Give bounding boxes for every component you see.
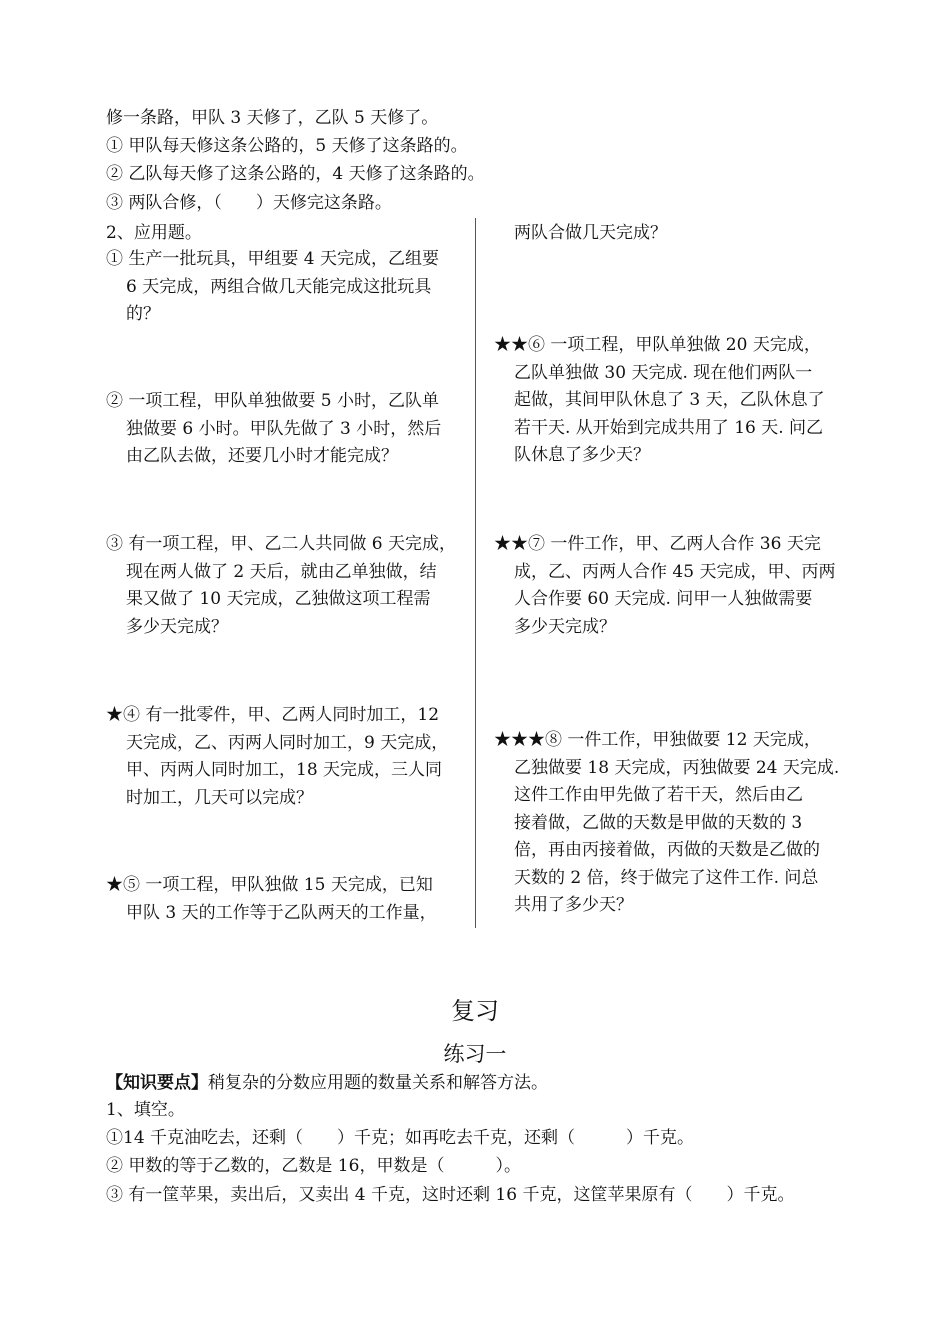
question-5 [106, 872, 437, 927]
text-line-part-2: ② 乙队每天修了这条公路的，4 天修了这条路的。 [106, 164, 485, 184]
question-1 [106, 246, 439, 329]
question-2 [106, 388, 441, 471]
q7-line: 成，乙、丙两人合作 45 天完成，甲、丙两 [514, 561, 836, 582]
q2-line: 由乙队去做，还要几小时才能完成？ [126, 446, 398, 466]
q8-line: 接着做，乙做的天数是甲做的天数的 3 [514, 812, 803, 833]
fill-item-1: ①14 千克油吃去，还剩（ ）千克；如再吃去千克，还剩（ ）千克。 [106, 1128, 695, 1148]
q5-line: ★⑤ 一项工程，甲队独做 15 天完成，已知 [106, 875, 433, 895]
text-line-part-1: ① 甲队每天修这条公路的，5 天修了这条路的。 [106, 136, 468, 156]
q3-line: 现在两人做了 2 天后，就由乙单独做，结 [126, 561, 437, 582]
key-points-label: 【知识要点】 [106, 1073, 208, 1093]
q1-line: ① 生产一批玩具，甲组要 4 天完成，乙组要 [106, 249, 440, 269]
q6-line: 队休息了多少天？ [514, 445, 650, 465]
key-points-text: 稍复杂的分数应用题的数量关系和解答方法。 [208, 1073, 548, 1093]
q2-line: ② 一项工程，甲队单独做要 5 小时，乙队单 [106, 391, 440, 411]
q6-line: ★★⑥ 一项工程，甲队单独做 20 天完成， [494, 335, 821, 355]
question-4 [106, 702, 448, 812]
section-heading [106, 220, 202, 248]
q8-line: 倍，再由丙接着做，丙做的天数是乙做的 [514, 840, 820, 860]
question-8 [494, 727, 839, 920]
q4-line: 天完成，乙、丙两人同时加工，9 天完成， [126, 732, 449, 753]
review-title: 复习 [451, 997, 499, 1025]
q7-line: ★★⑦ 一件工作，甲、乙两人合作 36 天完 [494, 534, 821, 554]
q3-line: 多少天完成？ [126, 616, 228, 637]
review-subtitle: 练习一 [443, 1042, 507, 1066]
q8-line: 天数的 2 倍，终于做完了这件工作. 问总 [514, 867, 819, 888]
fill-heading: 1、填空。 [106, 1100, 185, 1120]
column-divider [475, 218, 476, 928]
q1-line: 的？ [126, 304, 160, 324]
q3-line: ③ 有一项工程，甲、乙二人共同做 6 天完成， [106, 534, 457, 554]
q8-line: 这件工作由甲先做了若干天，然后由乙 [514, 785, 803, 805]
q8-line: 共用了多少天？ [514, 895, 633, 915]
q1-line: 6 天完成，两组合做几天能完成这批玩具 [126, 276, 432, 297]
q2-line: 独做要 6 小时。甲队先做了 3 小时，然后 [126, 418, 442, 439]
section-heading-text: 2、应用题。 [106, 223, 202, 243]
q5-cont-line: 两队合做几天完成？ [514, 223, 667, 243]
text-line-part-3: ③ 两队合修，（ ）天修完这条路。 [106, 193, 392, 213]
question-7 [494, 531, 835, 641]
q4-line: ★④ 有一批零件，甲、乙两人同时加工，12 [106, 705, 440, 725]
q6-line: 若干天. 从开始到完成共用了 16 天. 问乙 [514, 417, 824, 438]
q8-line: 乙独做要 18 天完成，丙独做要 24 天完成. [514, 757, 840, 778]
q6-line: 起做，其间甲队休息了 3 天，乙队休息了 [514, 390, 825, 410]
q4-line: 甲、丙两人同时加工，18 天完成，三人同 [126, 760, 443, 780]
q7-line: 人合作要 60 天完成. 问甲一人独做需要 [514, 589, 813, 609]
fill-item-3: ③ 有一筐苹果，卖出后，又卖出 4 千克，这时还剩 16 千克，这筐苹果原有（ ）千克。 [106, 1185, 795, 1205]
q8-line: ★★★⑧ 一件工作，甲独做要 12 天完成， [494, 730, 821, 750]
question-6 [494, 332, 825, 470]
q4-line: 时加工，几天可以完成？ [126, 787, 313, 808]
key-points [106, 1070, 548, 1096]
text-line-intro: 修一条路，甲队 3 天修了，乙队 5 天修了。 [106, 108, 439, 128]
question-5-continued [514, 220, 667, 248]
q6-line: 乙队单独做 30 天完成. 现在他们两队一 [514, 362, 813, 383]
question-3 [106, 531, 456, 641]
q7-line: 多少天完成？ [514, 616, 616, 637]
q5-line: 甲队 3 天的工作等于乙队两天的工作量， [126, 902, 437, 923]
fill-item-2: ② 甲数的等于乙数的，乙数是 16，甲数是（ ）。 [106, 1156, 521, 1176]
q3-line: 果又做了 10 天完成，乙独做这项工程需 [126, 589, 431, 609]
